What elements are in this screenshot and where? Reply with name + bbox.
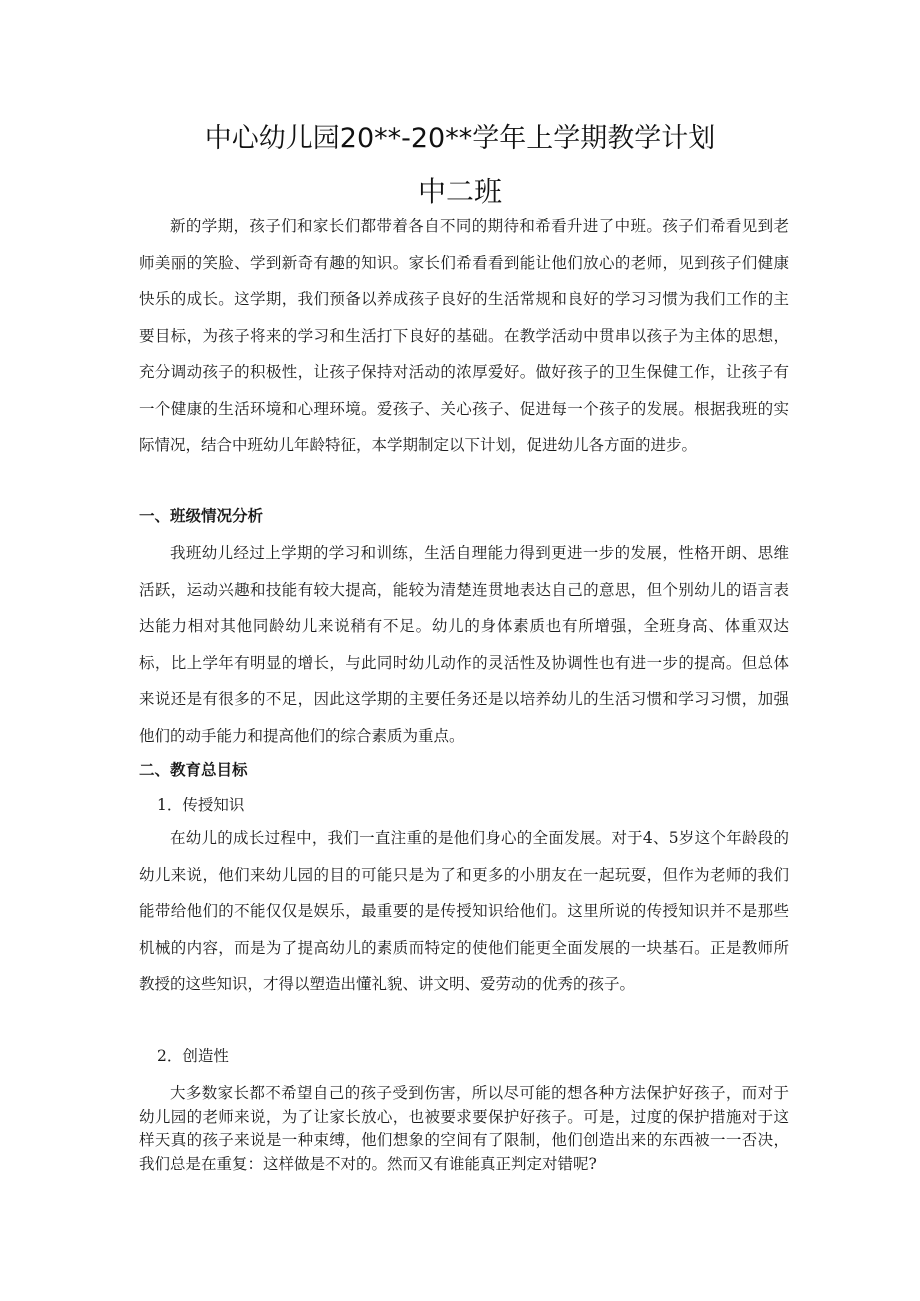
section-heading-education-goals: 二、教育总目标 bbox=[139, 761, 248, 779]
subheading-knowledge: 1．传授知识 bbox=[157, 796, 245, 814]
creativity-paragraph: 大多数家长都不希望自己的孩子受到伤害，所以尽可能的想各种方法保护好孩子，而对于幼儿园的老师来说，为了让家长放心，也被要求要保护好孩子。可是，过度的保护措施对于这样天真的孩子来说是一种束缚，他们想象的空间有了限制，他们创造出来的东西被一一否决，我们总是在重复：这样做是不对的。然而又有谁能真正判定对错呢? bbox=[139, 1084, 789, 1173]
intro-paragraph: 新的学期，孩子们和家长们都带着各自不同的期待和希看升进了中班。孩子们希看见到老师美丽的笑脸、学到新奇有趣的知识。家长们希看看到能让他们放心的老师，见到孩子们健康快乐的成长。这学期，我们预备以养成孩子良好的生活常规和良好的学习习惯为我们工作的主要目标，为孩子将来的学习和生活打下良好的基础。在教学活动中贯串以孩子为主体的思想，充分调动孩子的积极性，让孩子保持对活动的浓厚爱好。做好孩子的卫生保健工作，让孩子有一个健康的生活环境和心理环境。爱孩子、关心孩子、促进每一个孩子的发展。根据我班的实际情况，结合中班幼儿年龄特征，本学期制定以下计划，促进幼儿各方面的进步。 bbox=[139, 217, 789, 454]
class-name: 中二班 bbox=[417, 175, 502, 208]
section-heading-class-analysis: 一、班级情况分析 bbox=[139, 507, 264, 525]
class-analysis-paragraph: 我班幼儿经过上学期的学习和训练，生活自理能力得到更进一步的发展，性格开朗、思维活跃，运动兴趣和技能有较大提高，能较为清楚连贯地表达自己的意思，但个别幼儿的语言表达能力相对其他同龄幼儿来说稍有不足。幼儿的身体素质也有所增强，全班身高、体重双达标，比上学年有明显的增长，与此同时幼儿动作的灵活性及协调性也有进一步的提高。但总体来说还是有很多的不足，因此这学期的主要任务还是以培养幼儿的生活习惯和学习习惯，加强他们的动手能力和提高他们的综合素质为重点。 bbox=[139, 544, 789, 745]
knowledge-paragraph: 在幼儿的成长过程中，我们一直注重的是他们身心的全面发展。对于4、5岁这个年龄段的幼儿来说，他们来幼儿园的目的可能只是为了和更多的小朋友在一起玩耍，但作为老师的我们能带给他们的不能仅仅是娱乐，最重要的是传授知识给他们。这里所说的传授知识并不是那些机械的内容，而是为了提高幼儿的素质而特定的使他们能更全面发展的一块基石。正是教师所教授的这些知识，才得以塑造出懂礼貌、讲文明、爱劳动的优秀的孩子。 bbox=[139, 829, 789, 993]
document-title: 中心幼儿园20**-20**学年上学期教学计划 bbox=[204, 123, 716, 154]
subheading-creativity: 2．创造性 bbox=[157, 1047, 229, 1065]
